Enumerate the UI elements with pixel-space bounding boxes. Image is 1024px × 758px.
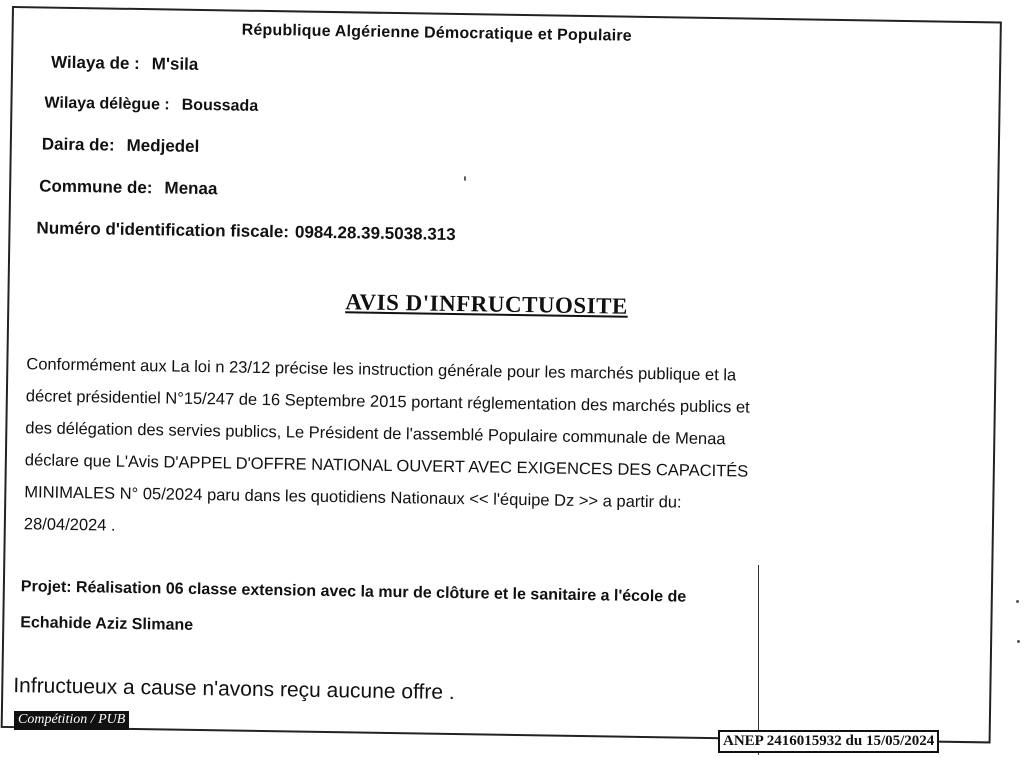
scan-speck [1016, 600, 1019, 603]
daira-value: Medjedel [126, 135, 200, 156]
commune-line [39, 176, 218, 199]
daira-label: Daira de: [41, 134, 115, 155]
competition-pub-badge: Compétition / PUB [14, 711, 129, 730]
scan-speck [464, 176, 466, 181]
paragraph-line: Conformément aux La loi n 23/12 précise les instruction générale pour les marchés publique et la [26, 355, 737, 385]
daira-line [42, 134, 200, 156]
wilaya-delegue-value: Boussada [181, 96, 259, 115]
paragraph-line: décret présidentiel N°15/247 de 16 Septembre 2015 portant réglementation des marchés publics et [25, 387, 750, 417]
project-line: Echahide Aziz Slimane [20, 614, 194, 634]
nif-value: 0984.28.39.5038.313 [294, 222, 456, 244]
notice-paragraph [24, 348, 987, 555]
nif-label: Numéro d'identification fiscale: [36, 218, 290, 242]
scan-speck [1017, 640, 1020, 643]
paragraph-line: MINIMALES N° 05/2024 paru dans les quotidiens Nationaux << l'équipe Dz >> a partir du: [24, 483, 682, 512]
paragraph-line: 28/04/2024 . [23, 515, 116, 535]
wilaya-delegue-line [44, 95, 258, 116]
result-statement: Infructueux a cause n'avons reçu aucune offre . [13, 674, 455, 705]
paragraph-line: des délégation des servies publics, Le Président de l'assemblé Populaire communale de Menaa [25, 419, 726, 449]
wilaya-delegue-label: Wilaya délègue : [44, 94, 170, 114]
republic-heading: République Algérienne Démocratique et Populaire [241, 21, 632, 45]
paragraph-line: déclare que L'Avis D'APPEL D'OFFRE NATIONAL OUVERT AVEC EXIGENCES DES CAPACITÉS [24, 451, 749, 481]
notice-title: AVIS D'INFRUCTUOSITE [345, 289, 629, 319]
wilaya-value: M'sila [151, 54, 199, 74]
wilaya-label: Wilaya de : [50, 52, 140, 74]
wilaya-line [51, 53, 199, 75]
notice-document [1, 6, 1014, 750]
project-description [20, 569, 981, 656]
commune-label: Commune de: [39, 176, 153, 198]
paper-fold-line [758, 565, 759, 755]
anep-reference: ANEP 2416015932 du 15/05/2024 [718, 730, 939, 753]
project-line: Projet: Réalisation 06 classe extension avec la mur de clôture et le sanitaire a l'école de [20, 578, 687, 606]
commune-value: Menaa [164, 178, 218, 199]
